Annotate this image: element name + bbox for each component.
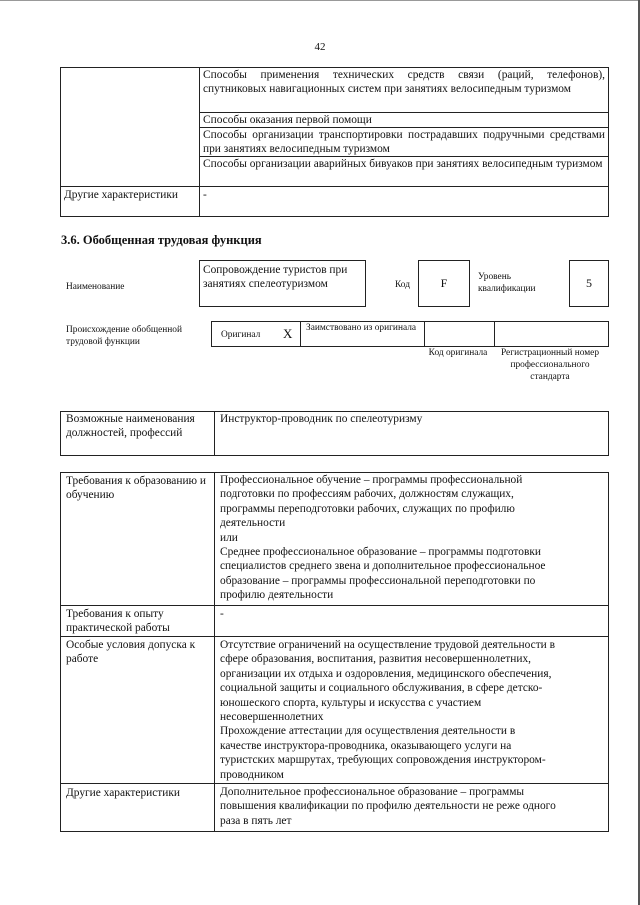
origin-reg-caption: Регистрационный номер профессионального стандарта	[500, 348, 600, 382]
top-table-row-3: Способы организации транспортировки пострадавших подручными средствами при занятиях велосипедным туризмом	[203, 129, 605, 156]
req-admission-line: Отсутствие ограничений на осуществление трудовой деятельности в	[220, 639, 555, 651]
code-box	[418, 260, 470, 307]
req-education-line: профилю деятельности	[220, 589, 334, 602]
code-value: F	[440, 276, 448, 290]
req-admission-line: юношеского спорта, культуры и искусства с участием	[220, 696, 482, 709]
top-table-other-value: -	[203, 189, 207, 201]
req-education-line: деятельности	[220, 517, 286, 530]
origin-original-mark: X	[283, 326, 293, 341]
req-education-line: образование – программы профессиональной переподготовки по	[220, 574, 536, 587]
req-education-line: Профессиональное обучение – программы профессиональной	[220, 474, 523, 486]
top-table-other-label: Другие характеристики	[64, 189, 179, 201]
origin-original-label: Оригинал	[221, 330, 261, 340]
req-other-value	[220, 785, 606, 828]
req-admission-line: социальной защиты и социального обслуживания, в сфере детско-	[220, 682, 543, 695]
req-admission-line: несовершеннолетних	[220, 711, 324, 724]
top-table-row-2: Способы оказания первой помощи	[203, 114, 372, 126]
name-label: Наименование	[66, 282, 125, 292]
level-label: Уровень квалификации	[478, 272, 536, 294]
code-label: Код	[395, 280, 410, 290]
req-admission-line: организации их отдыха и оздоровления, медицинского обеспечения,	[220, 667, 552, 680]
top-table-row-4: Способы организации аварийных бивуаков при занятиях велосипедным туризмом	[203, 158, 603, 170]
req-other-line: раза в пять лет	[220, 814, 292, 827]
top-table-row-1: Способы применения технических средств связи (раций, телефонов), спутниковых навигационных систем при занятиях велосипедным туризмом	[203, 69, 605, 96]
req-education-line: подготовки по профессиям рабочих, должностям служащих,	[220, 488, 514, 501]
origin-borrowed-label: Заимствовано из оригинала	[306, 323, 417, 333]
req-other-line: Дополнительное профессиональное образование – программы	[220, 786, 525, 798]
positions-label: Возможные наименования должностей, профессий	[66, 413, 195, 440]
req-admission-line: Прохождение аттестации для осуществления деятельности в	[220, 725, 516, 738]
scan-top-edge	[0, 0, 640, 1]
origin-label: Происхождение обобщенной трудовой функции	[66, 325, 182, 347]
positions-value: Инструктор-проводник по спелеотуризму	[220, 413, 423, 425]
page-number: 42	[314, 41, 326, 53]
req-experience-value: -	[220, 608, 224, 620]
req-other-line: повышения квалификации по профилю деятельности не реже одного	[220, 800, 556, 813]
origin-code-caption: Код оригинала	[428, 348, 488, 358]
req-other-label: Другие характеристики	[66, 787, 181, 799]
req-admission-value	[220, 638, 606, 782]
req-education-value	[220, 473, 606, 603]
req-admission-line: сфере образования, воспитания, развития несовершеннолетних,	[220, 653, 531, 666]
req-admission-line: качестве инструктора-проводника, оказывающего услуги на	[220, 739, 512, 752]
level-box	[569, 260, 609, 307]
req-education-line: Среднее профессиональное образование – программы подготовки	[220, 546, 541, 559]
req-experience-label: Требования к опыту практической работы	[66, 608, 170, 635]
req-admission-label: Особые условия допуска к работе	[66, 639, 196, 666]
req-education-line: специалистов среднего звена и дополнительное профессиональное	[220, 560, 546, 573]
req-education-line: или	[220, 531, 238, 544]
req-admission-line: туристских маршрутах, требующих сопровождения инструктором-	[220, 754, 546, 767]
name-value: Сопровождение туристов при занятиях спелеотуризмом	[203, 264, 348, 291]
req-admission-line: проводником	[220, 768, 284, 781]
level-value: 5	[586, 276, 592, 290]
req-education-line: программы переподготовки рабочих, служащих по профилю	[220, 502, 515, 515]
req-education-label: Требования к образованию и обучению	[66, 475, 207, 502]
section-title: 3.6. Обобщенная трудовая функция	[61, 233, 262, 247]
name-box	[199, 260, 366, 307]
